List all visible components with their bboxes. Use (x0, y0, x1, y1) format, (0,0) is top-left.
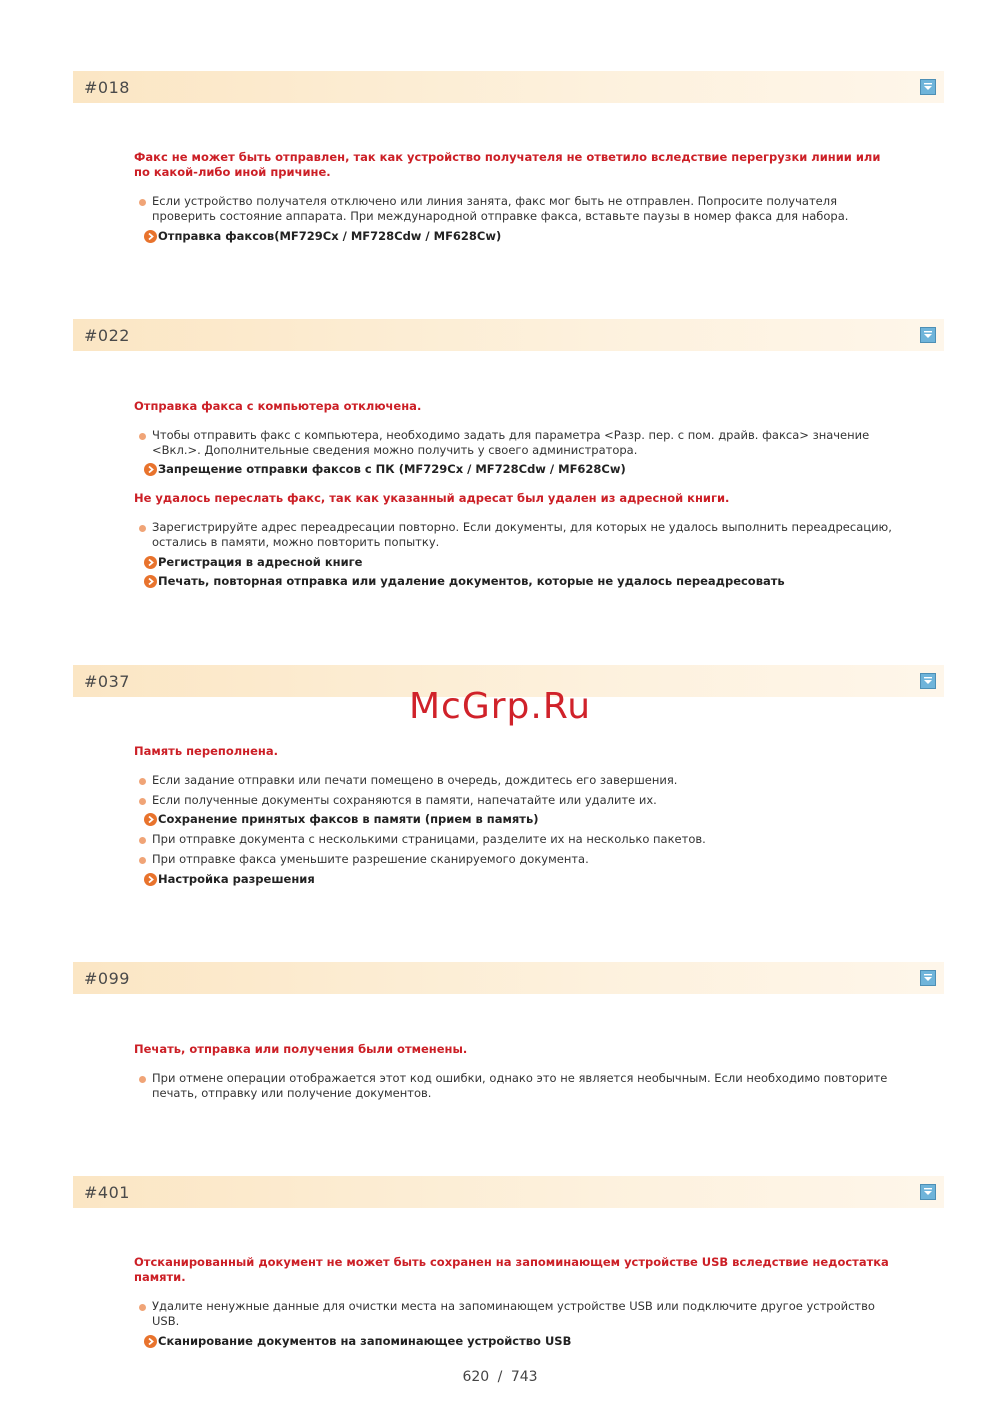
link-arrow-icon (144, 230, 157, 243)
link-arrow-icon (144, 813, 157, 826)
page-separator: / (497, 1369, 503, 1385)
list-item: Если задание отправки или печати помещено в очередь, дождитесь его завершения. (152, 773, 897, 788)
list-item: Чтобы отправить факс с компьютера, необходимо задать для параметра <Разр. пер. с пом. драйв. факса> значение <Вкл.>. Дополнительные сведения можно получить у своего администратора. (152, 428, 897, 458)
error-code: #022 (84, 326, 130, 345)
list-item: При отмене операции отображается этот код ошибки, однако это не является необычным. Если необходимо повторите печать, отправку или получение документов. (152, 1071, 897, 1101)
list-item: Если полученные документы сохраняются в памяти, напечатайте или удалите их. (152, 793, 897, 808)
link-send-fax[interactable] (158, 229, 501, 244)
cause-title: Отправка факса с компьютера отключена. (134, 399, 422, 413)
link-label: Отправка факсов(MF729Cx / MF728Cdw / MF628Cw) (158, 229, 502, 243)
link-arrow-icon (144, 556, 157, 569)
page-total: 743 (510, 1369, 538, 1385)
cause-title: Факс не может быть отправлен, так как устройство получателя не ответило вследствие перегрузки линии или по какой-либо иной причине. (134, 150, 881, 179)
link-resolution-settings[interactable] (158, 872, 315, 887)
section-header[interactable] (73, 962, 944, 994)
link-label: Запрещение отправки факсов с ПК (MF729Cx / MF728Cdw / MF628Cw) (158, 462, 626, 476)
list-item: Если устройство получателя отключено или линия занята, факс мог быть не отправлен. Попросите получателя проверить состояние аппарата. При международной отправке факса, вставьте паузы в номер факса для набора. (152, 194, 897, 224)
link-label: Регистрация в адресной книге (158, 555, 363, 569)
link-resend-documents[interactable] (158, 574, 785, 589)
list-item: При отправке факса уменьшите разрешение сканируемого документа. (152, 852, 897, 867)
error-code: #037 (84, 672, 130, 691)
cause-title: Память переполнена. (134, 744, 278, 758)
section-header[interactable] (73, 319, 944, 351)
link-arrow-icon (144, 463, 157, 476)
error-code: #401 (84, 1183, 130, 1202)
section-header[interactable] (73, 71, 944, 103)
section-018 (73, 71, 944, 243)
collapse-arrow-icon[interactable] (920, 79, 936, 95)
link-arrow-icon (144, 873, 157, 886)
section-401 (73, 1176, 944, 1348)
page-current: 620 (462, 1369, 490, 1385)
link-label: Сканирование документов на запоминающее устройство USB (158, 1334, 572, 1348)
cause-title: Отсканированный документ не может быть сохранен на запоминающем устройстве USB вследствие недостатка памяти. (134, 1255, 889, 1284)
link-scan-to-usb[interactable] (158, 1334, 571, 1349)
section-022 (73, 319, 944, 588)
link-arrow-icon (144, 1335, 157, 1348)
cause-title: Печать, отправка или получения были отменены. (134, 1042, 468, 1056)
watermark: McGrp.Ru (408, 686, 592, 727)
section-header[interactable] (73, 1176, 944, 1208)
collapse-arrow-icon[interactable] (920, 970, 936, 986)
list-item: При отправке документа с несколькими страницами, разделите их на несколько пакетов. (152, 832, 897, 847)
link-label: Сохранение принятых факсов в памяти (прием в память) (158, 812, 539, 826)
error-code: #099 (84, 969, 130, 988)
link-arrow-icon (144, 575, 157, 588)
link-disable-pc-fax[interactable] (158, 462, 626, 477)
section-099 (73, 962, 944, 1100)
page-number (0, 1369, 1000, 1385)
cause-title: Не удалось переслать факс, так как указанный адресат был удален из адресной книги. (134, 491, 730, 505)
link-address-book[interactable] (158, 555, 362, 570)
link-label: Печать, повторная отправка или удаление документов, которые не удалось переадресовать (158, 574, 785, 588)
collapse-arrow-icon[interactable] (920, 1184, 936, 1200)
list-item: Удалите ненужные данные для очистки места на запоминающем устройстве USB или подключите другое устройство USB. (152, 1299, 897, 1329)
error-code: #018 (84, 78, 130, 97)
link-label: Настройка разрешения (158, 872, 315, 886)
link-memory-reception[interactable] (158, 812, 538, 827)
list-item: Зарегистрируйте адрес переадресации повторно. Если документы, для которых не удалось выполнить переадресацию, остались в памяти, можно повторить попытку. (152, 520, 897, 550)
collapse-arrow-icon[interactable] (920, 327, 936, 343)
